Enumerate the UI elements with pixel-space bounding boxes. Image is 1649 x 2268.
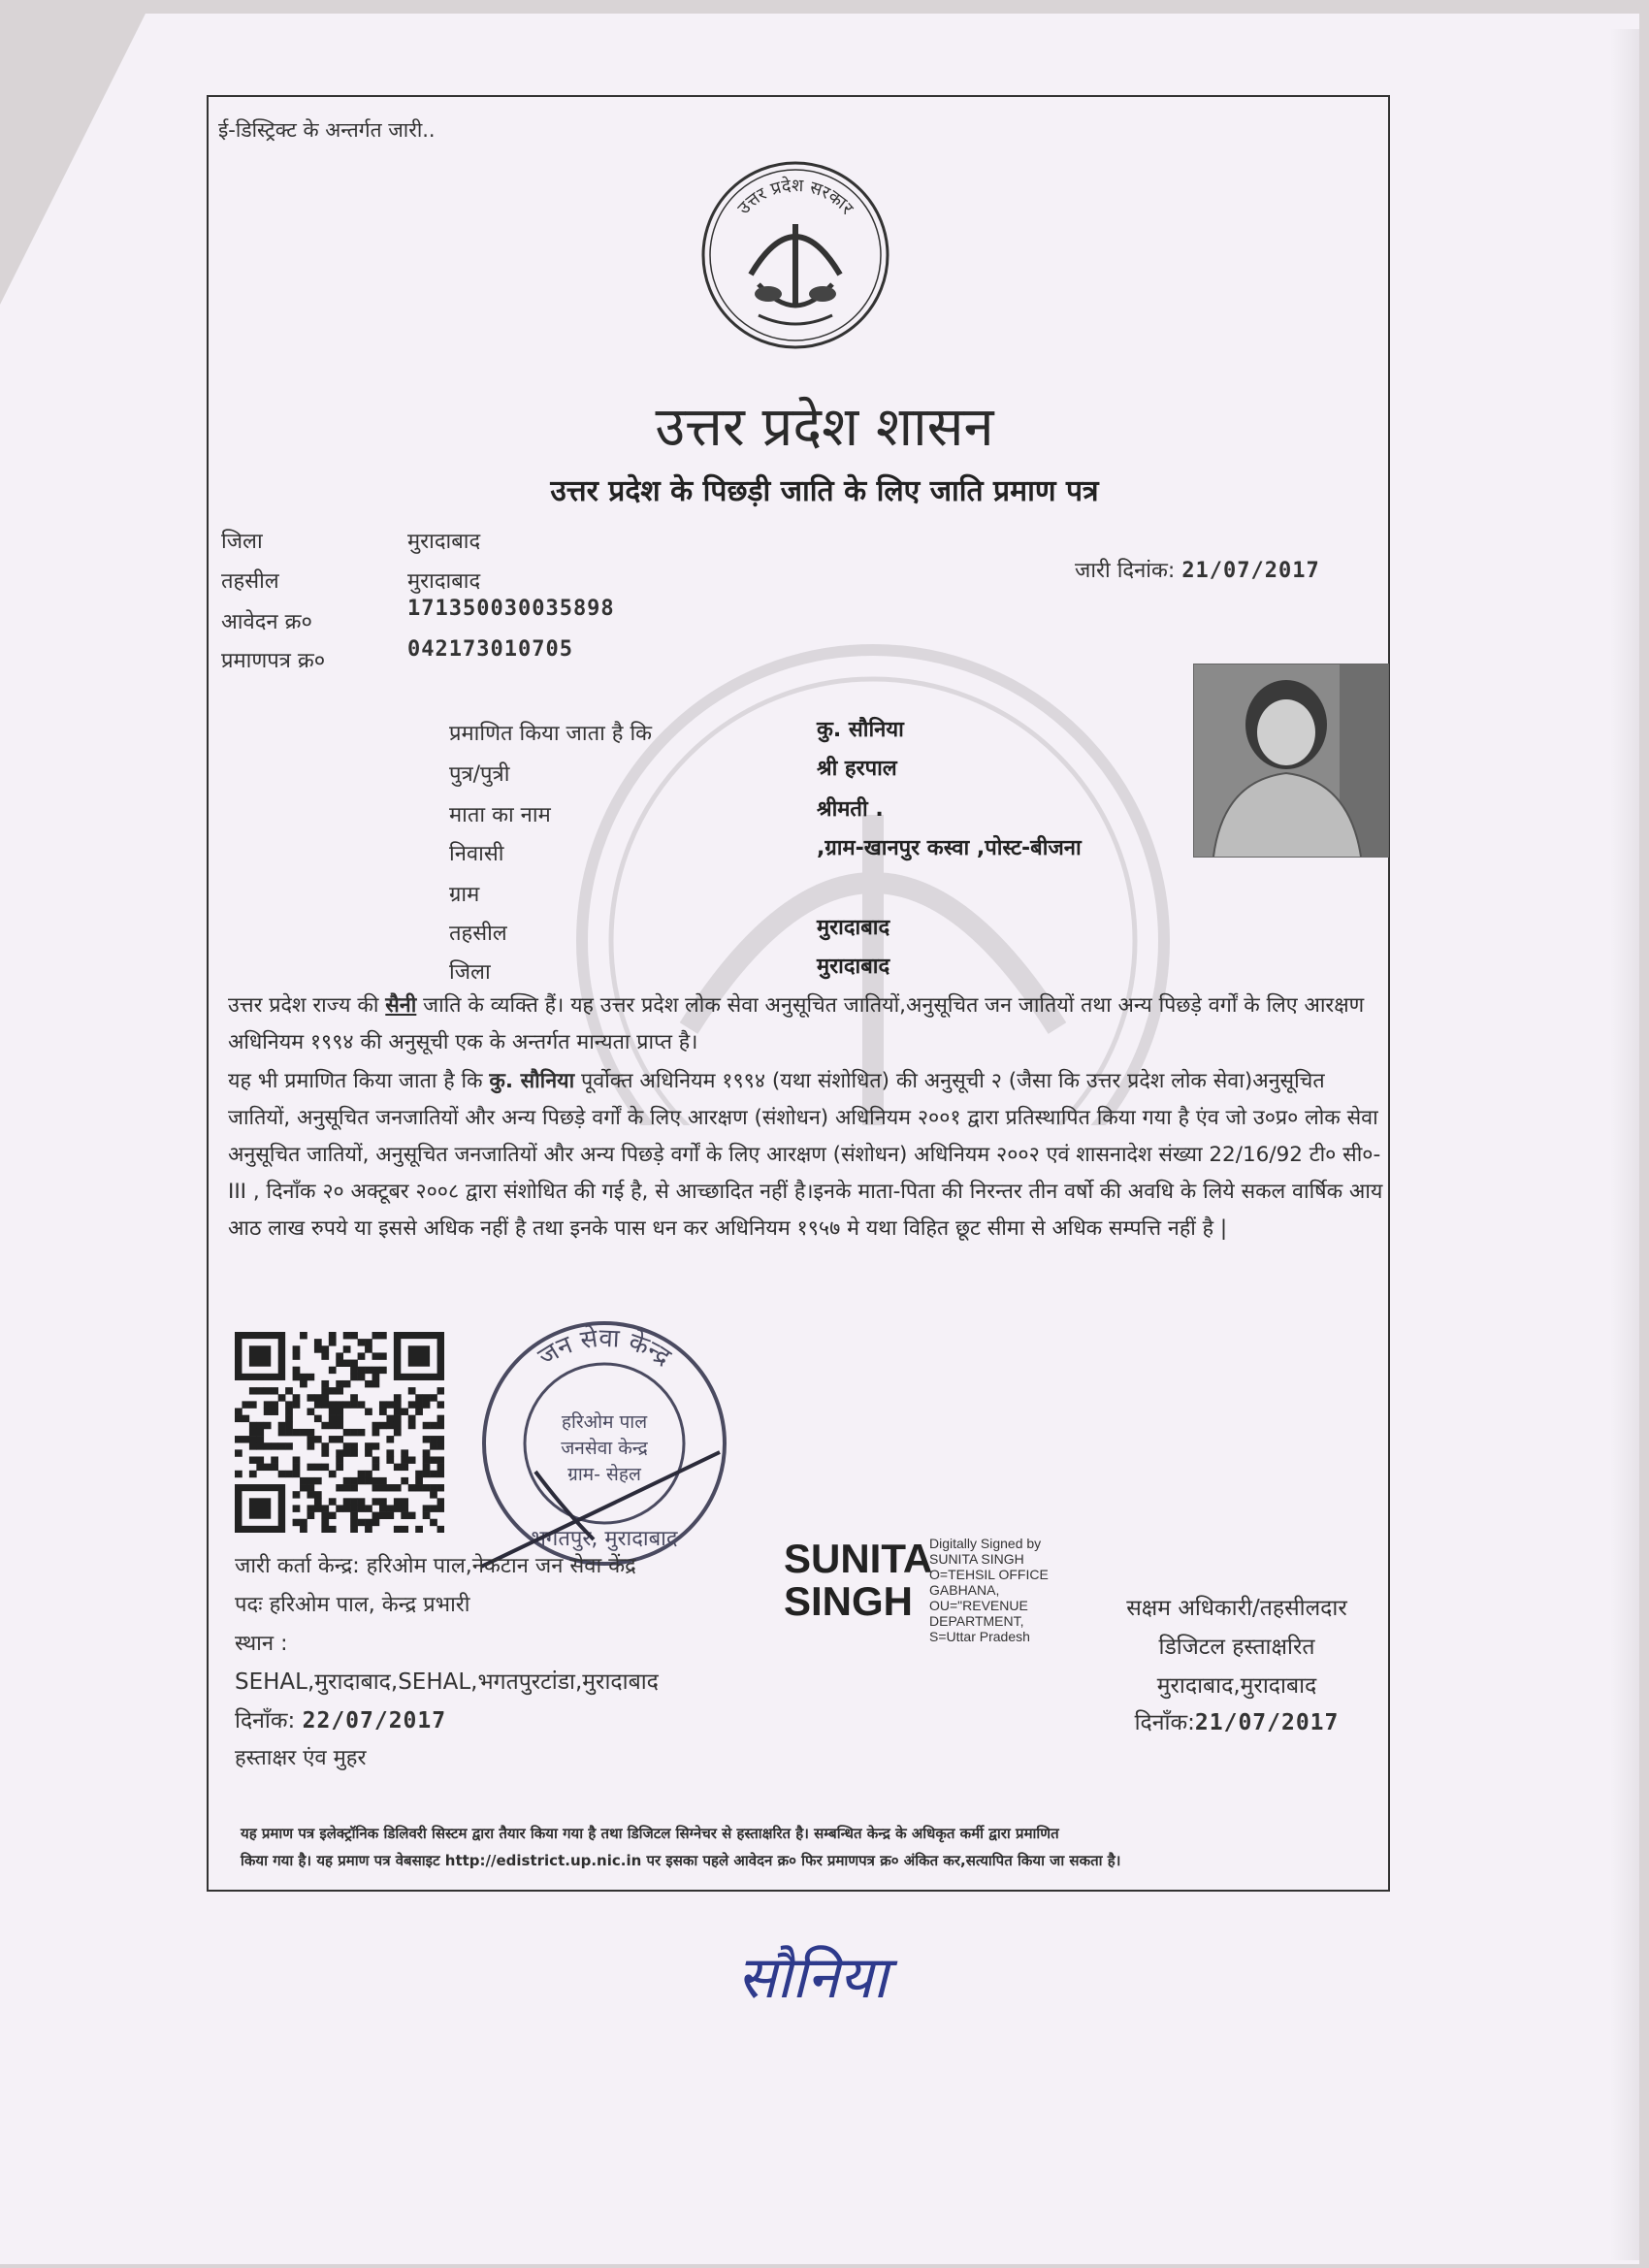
top-note: ई-डिस्ट्रिक्ट के अन्तर्गत जारी.. [218,118,436,142]
person-district-value: मुरादाबाद [817,955,890,979]
issue-date-value: 21/07/2017 [1181,559,1320,583]
authority-title: सक्षम अधिकारी/तहसीलदार [1126,1596,1347,1621]
issue-date-label: जारी दिनांक: [1075,559,1176,583]
sig-detail-line: O=TEHSIL OFFICE [929,1567,1049,1582]
certificate-label: प्रमाणपत्र क्र० [221,649,326,673]
district-value: मुरादाबाद [407,530,481,554]
authority-date-label: दिनाँक: [1134,1710,1195,1735]
issue-date [1075,555,1320,584]
footer-line2: किया गया है। यह प्रमाण पत्र वेबसाइट http://edistrict.up.nic.in पर इसका पहले आवेदन क्र० फिर प्रमाणपत्र क्र० अंकित कर,सत्यापित किया जा सकता है। [241,1852,1121,1869]
issuer-center-value: हरिओम पाल,नेकटान जन सेवा केंद्र [366,1554,636,1578]
issuer-post-label: पदः [235,1593,263,1617]
sig-detail-line: OU="REVENUE [929,1598,1028,1613]
applicant-name: कु. सौनिया [817,718,904,742]
digital-signature-name [784,1538,932,1623]
p2-pre: यह भी प्रमाणित किया जाता है कि [228,1069,490,1093]
authority-date [1091,1705,1382,1736]
issuer-place-label: स्थान : [235,1632,288,1656]
village-label: ग्राम [449,883,480,907]
father-name: श्री हरपाल [817,757,897,781]
sig-detail-line: DEPARTMENT, [929,1613,1024,1629]
sig-detail-line: S=Uttar Pradesh [929,1629,1030,1644]
district-label: जिला [221,530,263,554]
digital-signature-details [929,1536,1049,1644]
relation-label: पुत्र/पुत्री [449,762,510,787]
sig-detail-line: GABHANA, [929,1582,1000,1598]
stamp-line2: जनसेवा केन्द्र [561,1438,648,1459]
caste-name: सैनी [385,993,417,1018]
stamp-ring-text: जन सेवा केन्द्र [533,1323,676,1373]
authority-signed: डिजिटल हस्ताक्षरित [1158,1635,1315,1660]
tehsil-label: तहसील [221,569,279,594]
issuer-date-label: दिनाँक: [235,1708,296,1733]
resident-value: ,ग्राम-खानपुर कस्वा ,पोस्ट-बीजना [817,836,1082,860]
person-district-label: जिला [449,960,491,985]
sig-first-name: SUNITA [784,1536,933,1581]
application-number: 171350030035898 [407,597,615,621]
applicant-photo [1193,664,1389,858]
government-title: उत्तर प्रदेश शासन [655,396,994,459]
sig-detail-line: SUNITA SINGH [929,1551,1024,1567]
person-tehsil-value: मुरादाबाद [817,916,890,940]
footer-line1: यह प्रमाण पत्र इलेक्ट्रॉनिक डिलिवरी सिस्टम द्वारा तैयार किया गया है तथा डिजिटल सिग्नेचर से हस्ताक्षरित है। सम्बन्धित केन्द्र के अधिकृत कर्मी द्वारा प्रमाणित [241,1825,1059,1842]
p2-name: कु. सौनिया [489,1069,575,1093]
mother-name: श्रीमती . [817,797,884,822]
stamp-line1: हरिओम पाल [561,1411,648,1433]
issuer-center-label: जारी कर्ता केन्द्र: [235,1554,360,1578]
emblem-text: उत्तर प्रदेश सरकार [733,175,857,219]
p2-post: पूर्वोक्त अधिनियम १९९४ (यथा संशोधित) की अनुसूची २ (जैसा कि उत्तर प्रदेश लोक सेवा)अनुसूचित जातियों, अनुसूचित जनजातियों और अन्य पिछड़े वर्गों के लिए आरक्षण (संशोधन) अधिनियम २००१ द्वारा प्रतिस्थापित किया गया है एंव जो उ०प्र० लोक सेवा अनुसूचित जातियों, अनुसूचित जनजातियों और अन्य पिछड़े वर्गों के लिए आरक्षण (संशोधन) अधिनियम २००२ एवं शासनादेश संख्या 22/16/92 टी० सी०-III , दिनाँक २० अक्टूबर २००८ द्वारा संशोधित की गई है, से आच्छादित नहीं है।इनके माता-पिता की निरन्तर तीन वर्षो की अवधि के लिये सकल वार्षिक आय आठ लाख रुपये या इससे अधिक नहीं है तथा इनके पास धन कर अधिनियम १९५७ मे यथा विहित छूट सीमा से अधिक सम्पत्ति नहीं है | [228,1069,1383,1241]
issuer-post-value: हरिओम पाल, केन्द्र प्रभारी [269,1593,470,1617]
issuer-place-value: SEHAL,मुरादाबाद,SEHAL,भगतपुरटांडा,मुरादाबाद [235,1669,659,1695]
issuer-sign-label: हस्ताक्षर एंव मुहर [235,1746,367,1770]
issuer-date [235,1703,446,1734]
issuer-date-value: 22/07/2017 [302,1708,447,1733]
authority-place: मुरादाबाद,मुरादाबाद [1156,1673,1317,1699]
p1-pre: उत्तर प्रदेश राज्य की [228,993,386,1018]
certificate-number: 042173010705 [407,637,573,662]
application-label: आवेदन क्र० [221,610,312,634]
paragraph-non-creamy-layer [228,1063,1387,1247]
stamp-line3: ग्राम- सेहल [567,1464,641,1485]
issuer-center [235,1550,636,1579]
service-center-stamp [477,1316,731,1571]
footer-note [241,1820,1400,1874]
resident-label: निवासी [449,842,504,866]
tehsil-value: मुरादाबाद [407,569,481,594]
certificate-title: उत्तर प्रदेश के पिछड़ी जाति के लिए जाति प्रमाण पत्र [550,474,1099,508]
person-tehsil-label: तहसील [449,922,507,946]
certified-label: प्रमाणित किया जाता है कि [449,722,653,746]
sig-last-name: SINGH [784,1578,914,1624]
paragraph-caste-recognition [228,988,1387,1061]
handwritten-signature: सौनिया [737,1944,889,2012]
stamp-bottom-text: भगतपुर, मुरादाबाद [531,1527,678,1551]
page-edge-shadow [1610,29,1639,2260]
qr-code [235,1332,444,1533]
mother-label: माता का नाम [449,803,551,827]
authority-date-value: 21/07/2017 [1194,1710,1340,1735]
p1-post: जाति के व्यक्ति हैं। यह उत्तर प्रदेश लोक सेवा अनुसूचित जातियों,अनुसूचित जन जातियों तथा अन्य पिछड़े वर्गों के लिए आरक्षण अधिनियम १९९४ की अनुसूची एक के अन्तर्गत मान्यता प्राप्त है। [228,993,1365,1054]
up-government-emblem [700,160,890,350]
issuer-post [235,1589,470,1618]
sig-detail-line: Digitally Signed by [929,1536,1042,1551]
